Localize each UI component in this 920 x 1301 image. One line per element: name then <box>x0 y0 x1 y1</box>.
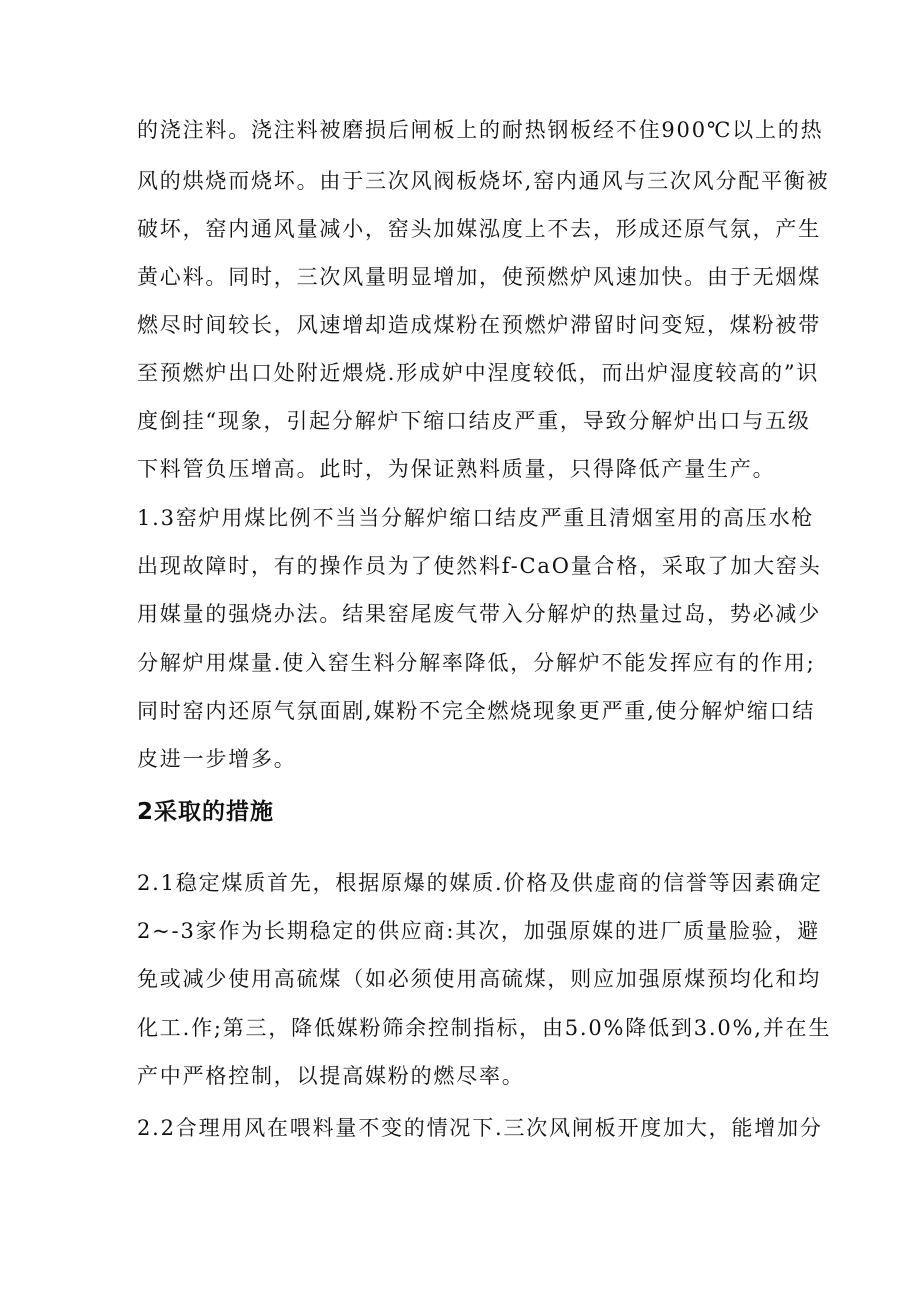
text-line: 分解炉用煤量.使入窑生料分解率降低，分解炉不能发挥应有的作用; <box>137 651 816 675</box>
text-line: 出现故障时，有的操作员为了使然料f-CaO量合格，采取了加大窑头 <box>137 554 822 578</box>
text-line: 2~-3家作为长期稳定的供应商:其次，加强原媒的进厂质量脸验，避 <box>137 919 821 943</box>
text-line: 燃尽时间较长，风速增却造成煤粉在预燃炉滞留时问变短，煤粉被带 <box>137 313 821 337</box>
text-line: 风的烘烧而烧坏。由于三次风阀板烧坏,窑内通风与三次风分配平衡被 <box>137 169 830 193</box>
section-heading: 2采取的措施 <box>137 799 275 825</box>
text-line: 下料管负压增高。此时，为保证熟料质量，只得降低产量生产。 <box>137 457 776 481</box>
text-line: 皮进一步增多。 <box>137 747 297 771</box>
text-line: 的浇注料。浇注料被磨损后闸板上的耐热钢板经不住900℃以上的热 <box>137 118 824 142</box>
text-line: 破坏，窑内通风量减小，窑头加媒泓度上不去，形成还原气氛，产生 <box>137 217 821 241</box>
text-line: 免或减少使用高硫煤（如必须使用高硫煤，则应加强原煤预均化和均 <box>137 967 821 991</box>
text-line: 用媒量的强烧办法。结果窑尾废气带入分解炉的热量过岛，势必减少 <box>137 602 821 626</box>
text-line: 产中严格控制，以提高媒粉的燃尽率。 <box>137 1064 525 1088</box>
text-line: 黄心料。同时，三次风量明显增加，使预燃炉风速加快。由于无烟煤 <box>137 265 821 289</box>
text-line: 2.2合理用风在喂料量不变的情况下.三次风闸板开度加大，能增加分 <box>137 1116 823 1140</box>
text-line: 同时窑内还原气氛面剧,媒粉不完全燃烧现象更严重,使分解炉缩口结 <box>137 699 816 723</box>
text-line: 2.1稳定煤质首先，根据原爆的媒质.价格及供虚商的信誉等因素确定 <box>137 871 823 895</box>
text-line: 1.3窑炉用煤比例不当当分解炉缩口结皮严重且清烟室用的高压水枪 <box>137 506 815 530</box>
text-line: 化工.作;第三，降低媒粉筛余控制指标，由5.0%降低到3.0%,并在生 <box>137 1016 832 1040</box>
text-line: 度倒挂“现象，引起分解炉下缩口结皮严重，导致分解炉出口与五级 <box>137 409 811 433</box>
text-line: 至预燃炉出口处附近煨烧.形成妒中涅度较低，而出炉湿度较高的”识 <box>137 361 820 385</box>
